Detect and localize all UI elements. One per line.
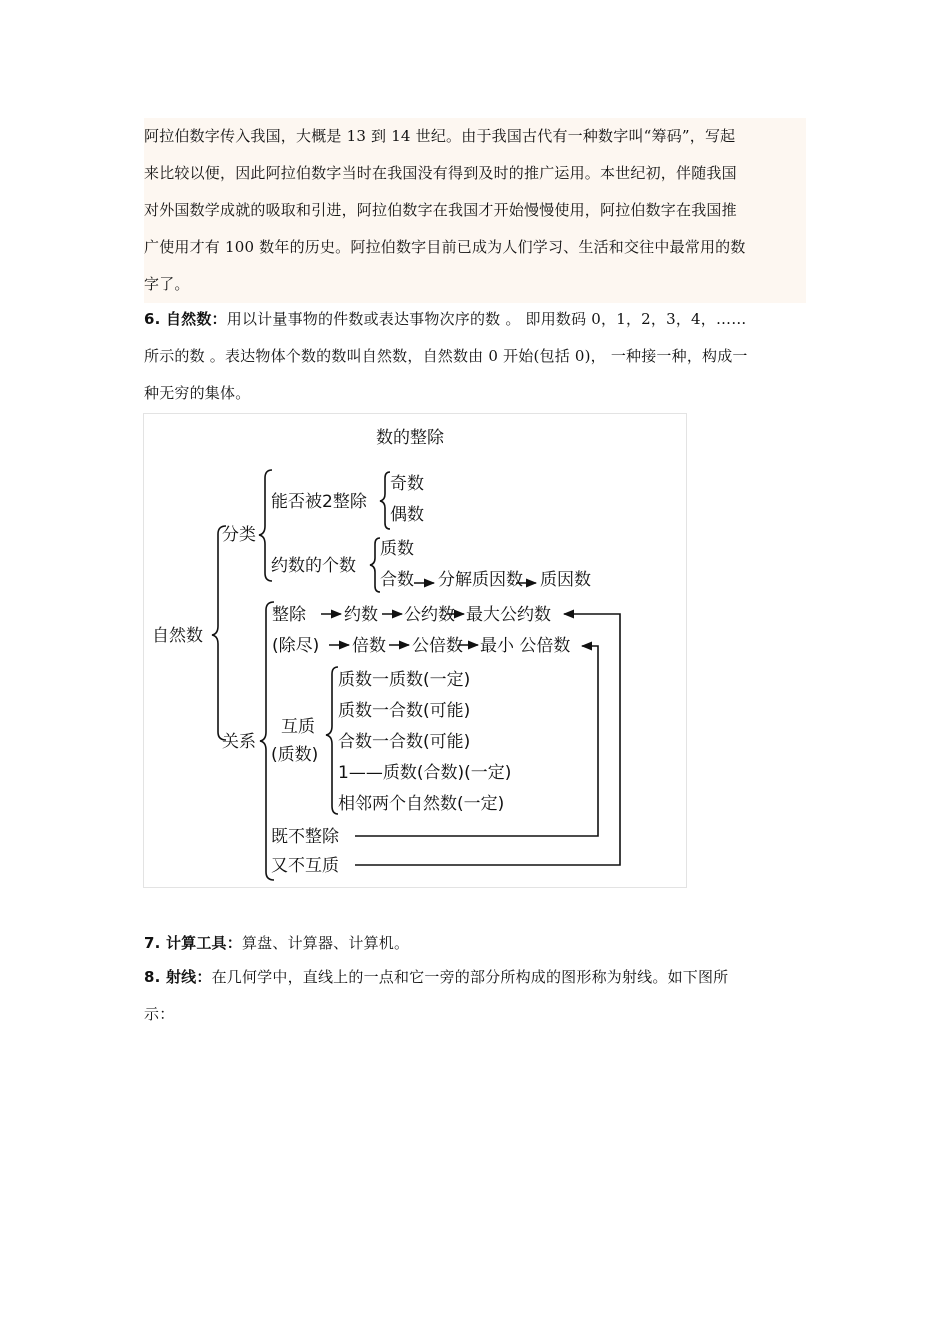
divisibility-diagram xyxy=(143,413,687,888)
section-tools xyxy=(144,925,806,962)
section-text: 所示的数 。表达物体个数的数叫自然数，自然数由 0 开始(包括 0)， 一种接一种，构成一 xyxy=(144,347,748,365)
diagram-canvas xyxy=(144,414,686,887)
section-ray xyxy=(144,959,806,1033)
node-lcm: 最小 公倍数 xyxy=(480,636,571,656)
root-brace xyxy=(212,526,226,740)
section-heading: 8. 射线： xyxy=(144,968,212,986)
node-coprime-case: 1——质数(合数)(一定) xyxy=(338,763,512,783)
section-text: 在几何学中，直线上的一点和它一旁的部分所构成的图形称为射线。如下图所 xyxy=(211,968,729,986)
section-heading: 6. 自然数： xyxy=(144,310,227,328)
node-coprime-case: 质数一质数(一定) xyxy=(338,670,471,690)
intro-line: 来比较以便，因此阿拉伯数字当时在我国没有得到及时的推广运用。本世纪初，伴随我国 xyxy=(144,164,737,182)
intro-line: 阿拉伯数字传入我国，大概是 13 到 14 世纪。由于我国古代有一种数字叫“筹码”，写起 xyxy=(144,127,736,145)
node-coprime-case: 合数一合数(可能) xyxy=(338,732,471,752)
node-relation: 关系 xyxy=(222,732,256,752)
node-natural-number: 自然数 xyxy=(152,626,203,646)
node-not-coprime: 又不互质 xyxy=(271,856,339,876)
intro-paragraph xyxy=(144,118,806,303)
node-prime-factor: 质因数 xyxy=(540,570,591,590)
node-coprime-case: 质数一合数(可能) xyxy=(338,701,471,721)
node-divisor: 约数 xyxy=(344,605,378,625)
section-natural-numbers xyxy=(144,301,806,412)
section-heading: 7. 计算工具： xyxy=(144,934,242,952)
div2-brace xyxy=(380,472,390,529)
node-gcd: 最大公约数 xyxy=(466,605,551,625)
node-factorize: 分解质因数 xyxy=(438,570,523,590)
node-even: 偶数 xyxy=(390,505,424,525)
intro-line: 广使用才有 100 数年的历史。阿拉伯数字目前已成为人们学习、生活和交往中最常用的数 xyxy=(144,238,746,256)
intro-line: 字了。 xyxy=(144,275,190,293)
node-multiple: 倍数 xyxy=(352,636,386,656)
node-composite: 合数 xyxy=(380,570,414,590)
coprime-brace xyxy=(326,667,338,814)
node-factor-count: 约数的个数 xyxy=(271,556,356,576)
node-divisible: 整除 xyxy=(272,605,306,625)
section-text: 用以计量事物的件数或表达事物次序的数 。 即用数码 0，1，2，3，4，…… xyxy=(226,310,747,328)
node-div2: 能否被2整除 xyxy=(271,492,367,512)
section-text: 算盘、计算器、计算机。 xyxy=(241,934,410,952)
section-text: 示： xyxy=(144,1005,175,1023)
node-coprime: 互质 xyxy=(281,717,315,737)
node-prime: 质数 xyxy=(380,539,414,559)
node-odd: 奇数 xyxy=(390,474,424,494)
node-coprime-sub: (质数) xyxy=(271,745,319,765)
intro-line: 对外国数学成就的吸取和引进，阿拉伯数字在我国才开始慢慢使用，阿拉伯数字在我国推 xyxy=(144,201,737,219)
node-exhaust: (除尽) xyxy=(272,636,320,656)
node-coprime-case: 相邻两个自然数(一定) xyxy=(338,794,505,814)
node-common-multiple: 公倍数 xyxy=(412,636,463,656)
factor-count-brace xyxy=(370,538,380,592)
node-not-divisible: 既不整除 xyxy=(271,827,339,847)
section-text: 种无穷的集体。 xyxy=(144,384,251,402)
node-classify: 分类 xyxy=(222,525,256,545)
diagram-title: 数的整除 xyxy=(376,428,444,448)
node-common-divisor: 公约数 xyxy=(404,605,455,625)
